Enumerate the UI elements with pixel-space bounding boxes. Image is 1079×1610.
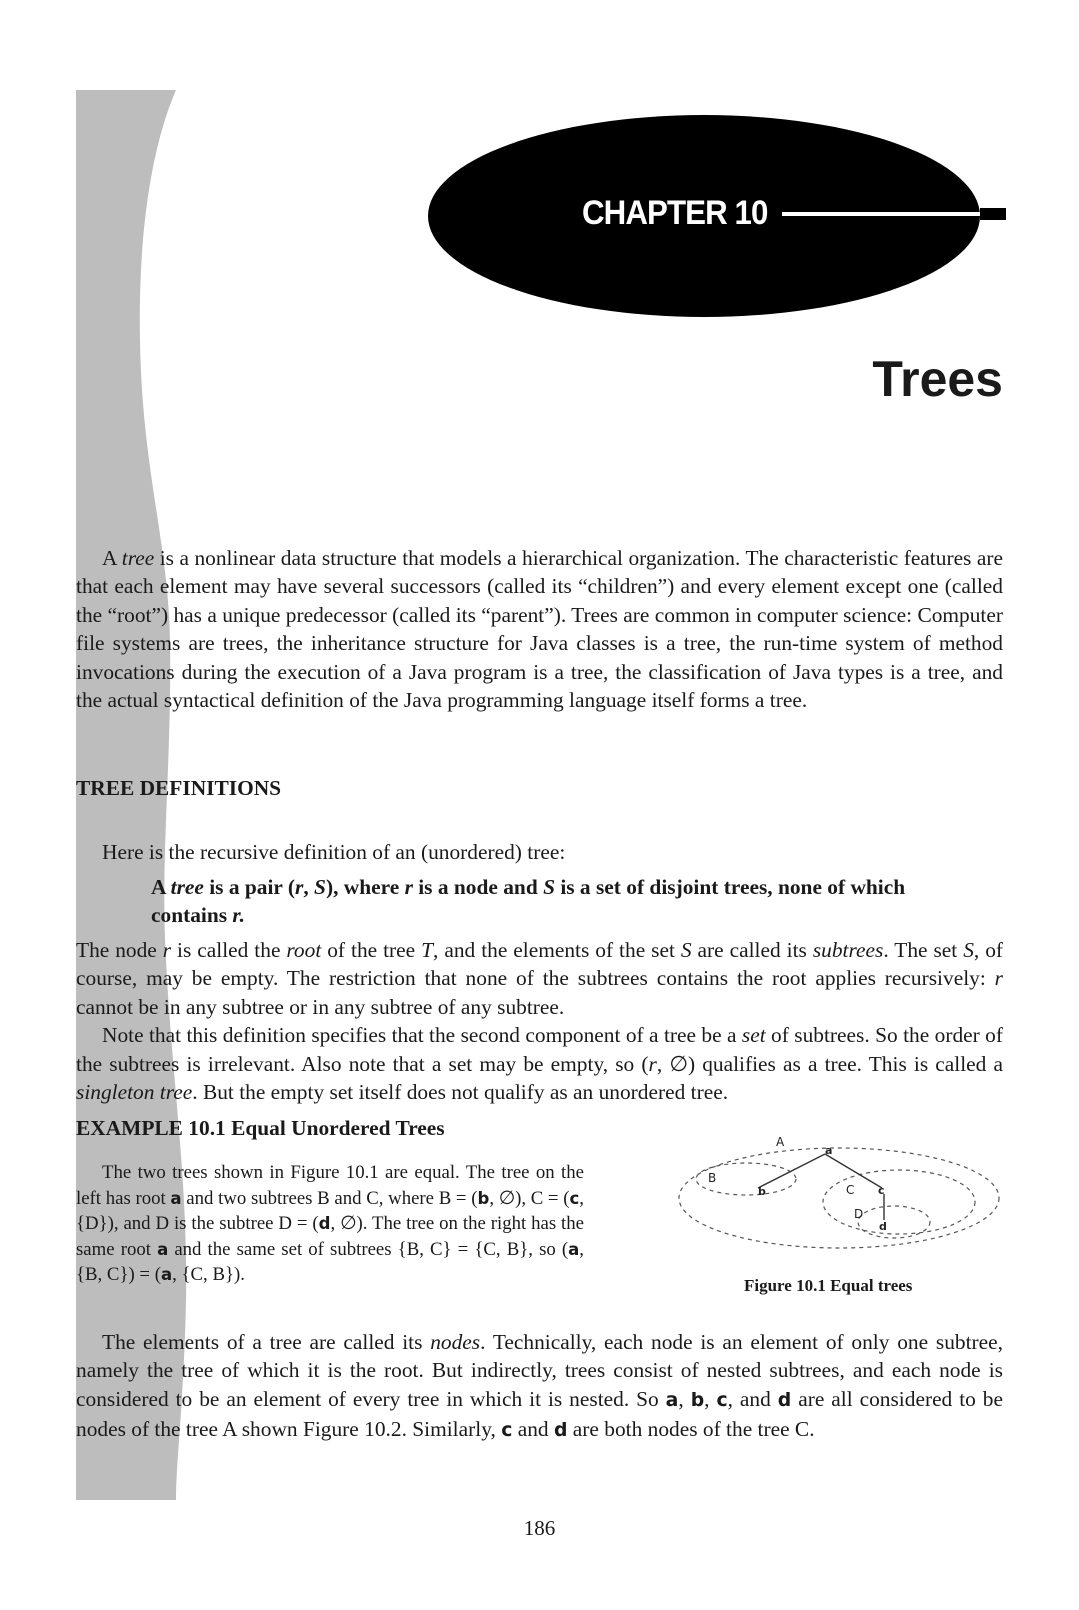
intro-paragraph: A tree is a nonlinear data structure that models a hierarchical organization. The characteristic features are that each element may have several successors (called its “children”) and every element except one (called the “root”) has a unique predecessor (called its “parent”). Trees are common in computer science: Computer file systems are trees, the inheritance structure for Java classes is a tree, the run-time system of method invocations during the execution of a Java program is a tree, the classification of Java types is a tree, and the actual syntactical definition of the Java programming language itself forms a tree. [76, 546, 1003, 713]
tree-c-outline [823, 1170, 975, 1234]
term-tree: tree [121, 546, 155, 570]
label-B: B [708, 1171, 717, 1185]
figure-caption: Figure 10.1 Equal trees [744, 1276, 913, 1295]
example-heading: EXAMPLE 10.1 Equal Unordered Trees [76, 1116, 445, 1140]
nodes-paragraph: The elements of a tree are called its nodes. Technically, each node is an element of only one subtree, namely the tree of which it is the root. But indirectly, trees consist of nested subtrees, and each node is considered to be an element of every tree in which it is nested. So a, b, c, and d are all considered to be nodes of the tree A shown Figure 10.2. Similarly, c and d are both nodes of the tree C. [76, 1330, 1003, 1442]
label-C: C [846, 1183, 855, 1197]
section-heading: TREE DEFINITIONS [76, 776, 282, 800]
chapter-label: CHAPTER 10 [582, 194, 768, 232]
root-subtrees-paragraph: The node r is called the root of the tree T, and the elements of the set S are called its subtrees. The set S, of course, may be empty. The restriction that none of the subtrees contains the root applies recursively: r cannot be in any subtree or in any subtree of any subtree. Note that this definition specifies that the second component of a tree be a set of subtrees. So the order of the subtrees is irrelevant. Also note that a set may be empty, so (r, ∅) qualifies as a tree. This is called a singleton tree. But the empty set itself does not qualify as an unordered tree. [76, 938, 1004, 1105]
tree-d-outline [858, 1206, 930, 1238]
definition-lead: Here is the recursive definition of an (unordered) tree: [102, 840, 566, 864]
label-A: A [776, 1135, 785, 1149]
page-number: 186 [523, 1516, 556, 1540]
label-b: b [758, 1185, 766, 1198]
chapter-title: Trees [872, 351, 1003, 407]
figure-equal-trees [674, 1124, 1004, 1254]
label-D: D [854, 1207, 864, 1221]
label-a: a [825, 1144, 833, 1157]
example-paragraph: The two trees shown in Figure 10.1 are equal. The tree on the left has root a and two subtrees B and C, where B = (b, ∅), C = (c, {D}), and D is the subtree D = (d, ∅). The tree on the right has the same root a and the same set of subtrees {B, C} = {C, B}, so (a, {B, C}) = (a, {C, B}). [76, 1162, 584, 1286]
label-d: d [879, 1220, 887, 1233]
label-c: c [878, 1184, 885, 1197]
tree-definition: A tree is a pair (r, S), where r is a node and S is a set of disjoint trees, none of which contains r. [151, 875, 906, 927]
chapter-banner [0, 0, 1079, 340]
